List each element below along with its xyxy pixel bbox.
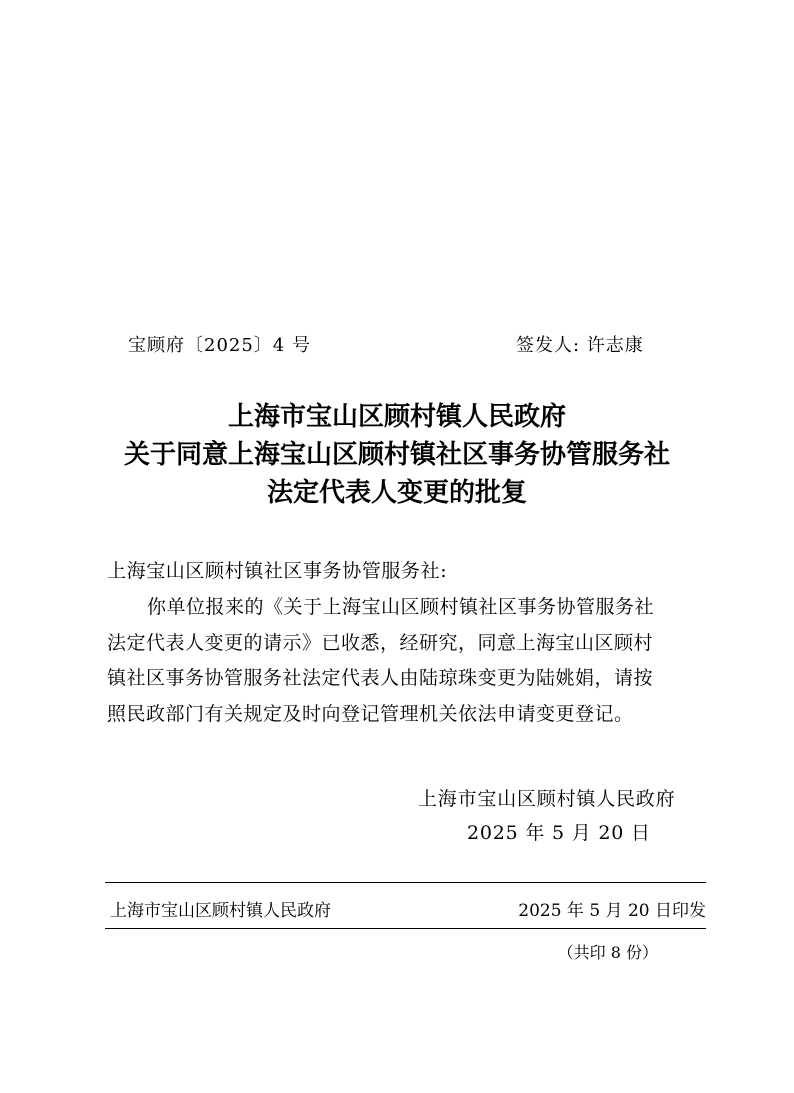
signature-org: 上海市宝山区顾村镇人民政府 — [418, 788, 676, 810]
footer-rule-top — [105, 882, 706, 883]
signer: 签发人: 许志康 — [516, 335, 644, 356]
title-line-3: 法定代表人变更的批复 — [266, 478, 527, 508]
document-title — [0, 398, 794, 512]
body-line-3: 镇社区事务协管服务社法定代表人由陆琼珠变更为陆姚娟，请按 — [107, 667, 654, 689]
body-line-2: 法定代表人变更的请示》已收悉，经研究，同意上海宝山区顾村 — [107, 631, 654, 654]
title-line-1: 上海市宝山区顾村镇人民政府 — [227, 402, 566, 432]
signature-date: 2025 年 5 月 20 日 — [467, 822, 651, 844]
footer-org: 上海市宝山区顾村镇人民政府 — [110, 901, 331, 921]
footer-rule-bottom — [105, 928, 706, 929]
body-text — [107, 590, 707, 732]
footer-print-date: 2025 年 5 月 20 日印发 — [518, 901, 706, 921]
title-line-2: 关于同意上海宝山区顾村镇社区事务协管服务社 — [123, 440, 670, 470]
copies-count: （共印 8 份） — [557, 943, 658, 962]
body-line-4: 照民政部门有关规定及时向登记管理机关依法申请变更登记。 — [107, 702, 634, 725]
addressee: 上海宝山区顾村镇社区事务协管服务社: — [107, 560, 448, 582]
body-line-1: 你单位报来的《关于上海宝山区顾村镇社区事务协管服务社 — [147, 596, 655, 618]
document-number: 宝顾府〔2025〕4 号 — [128, 335, 311, 356]
